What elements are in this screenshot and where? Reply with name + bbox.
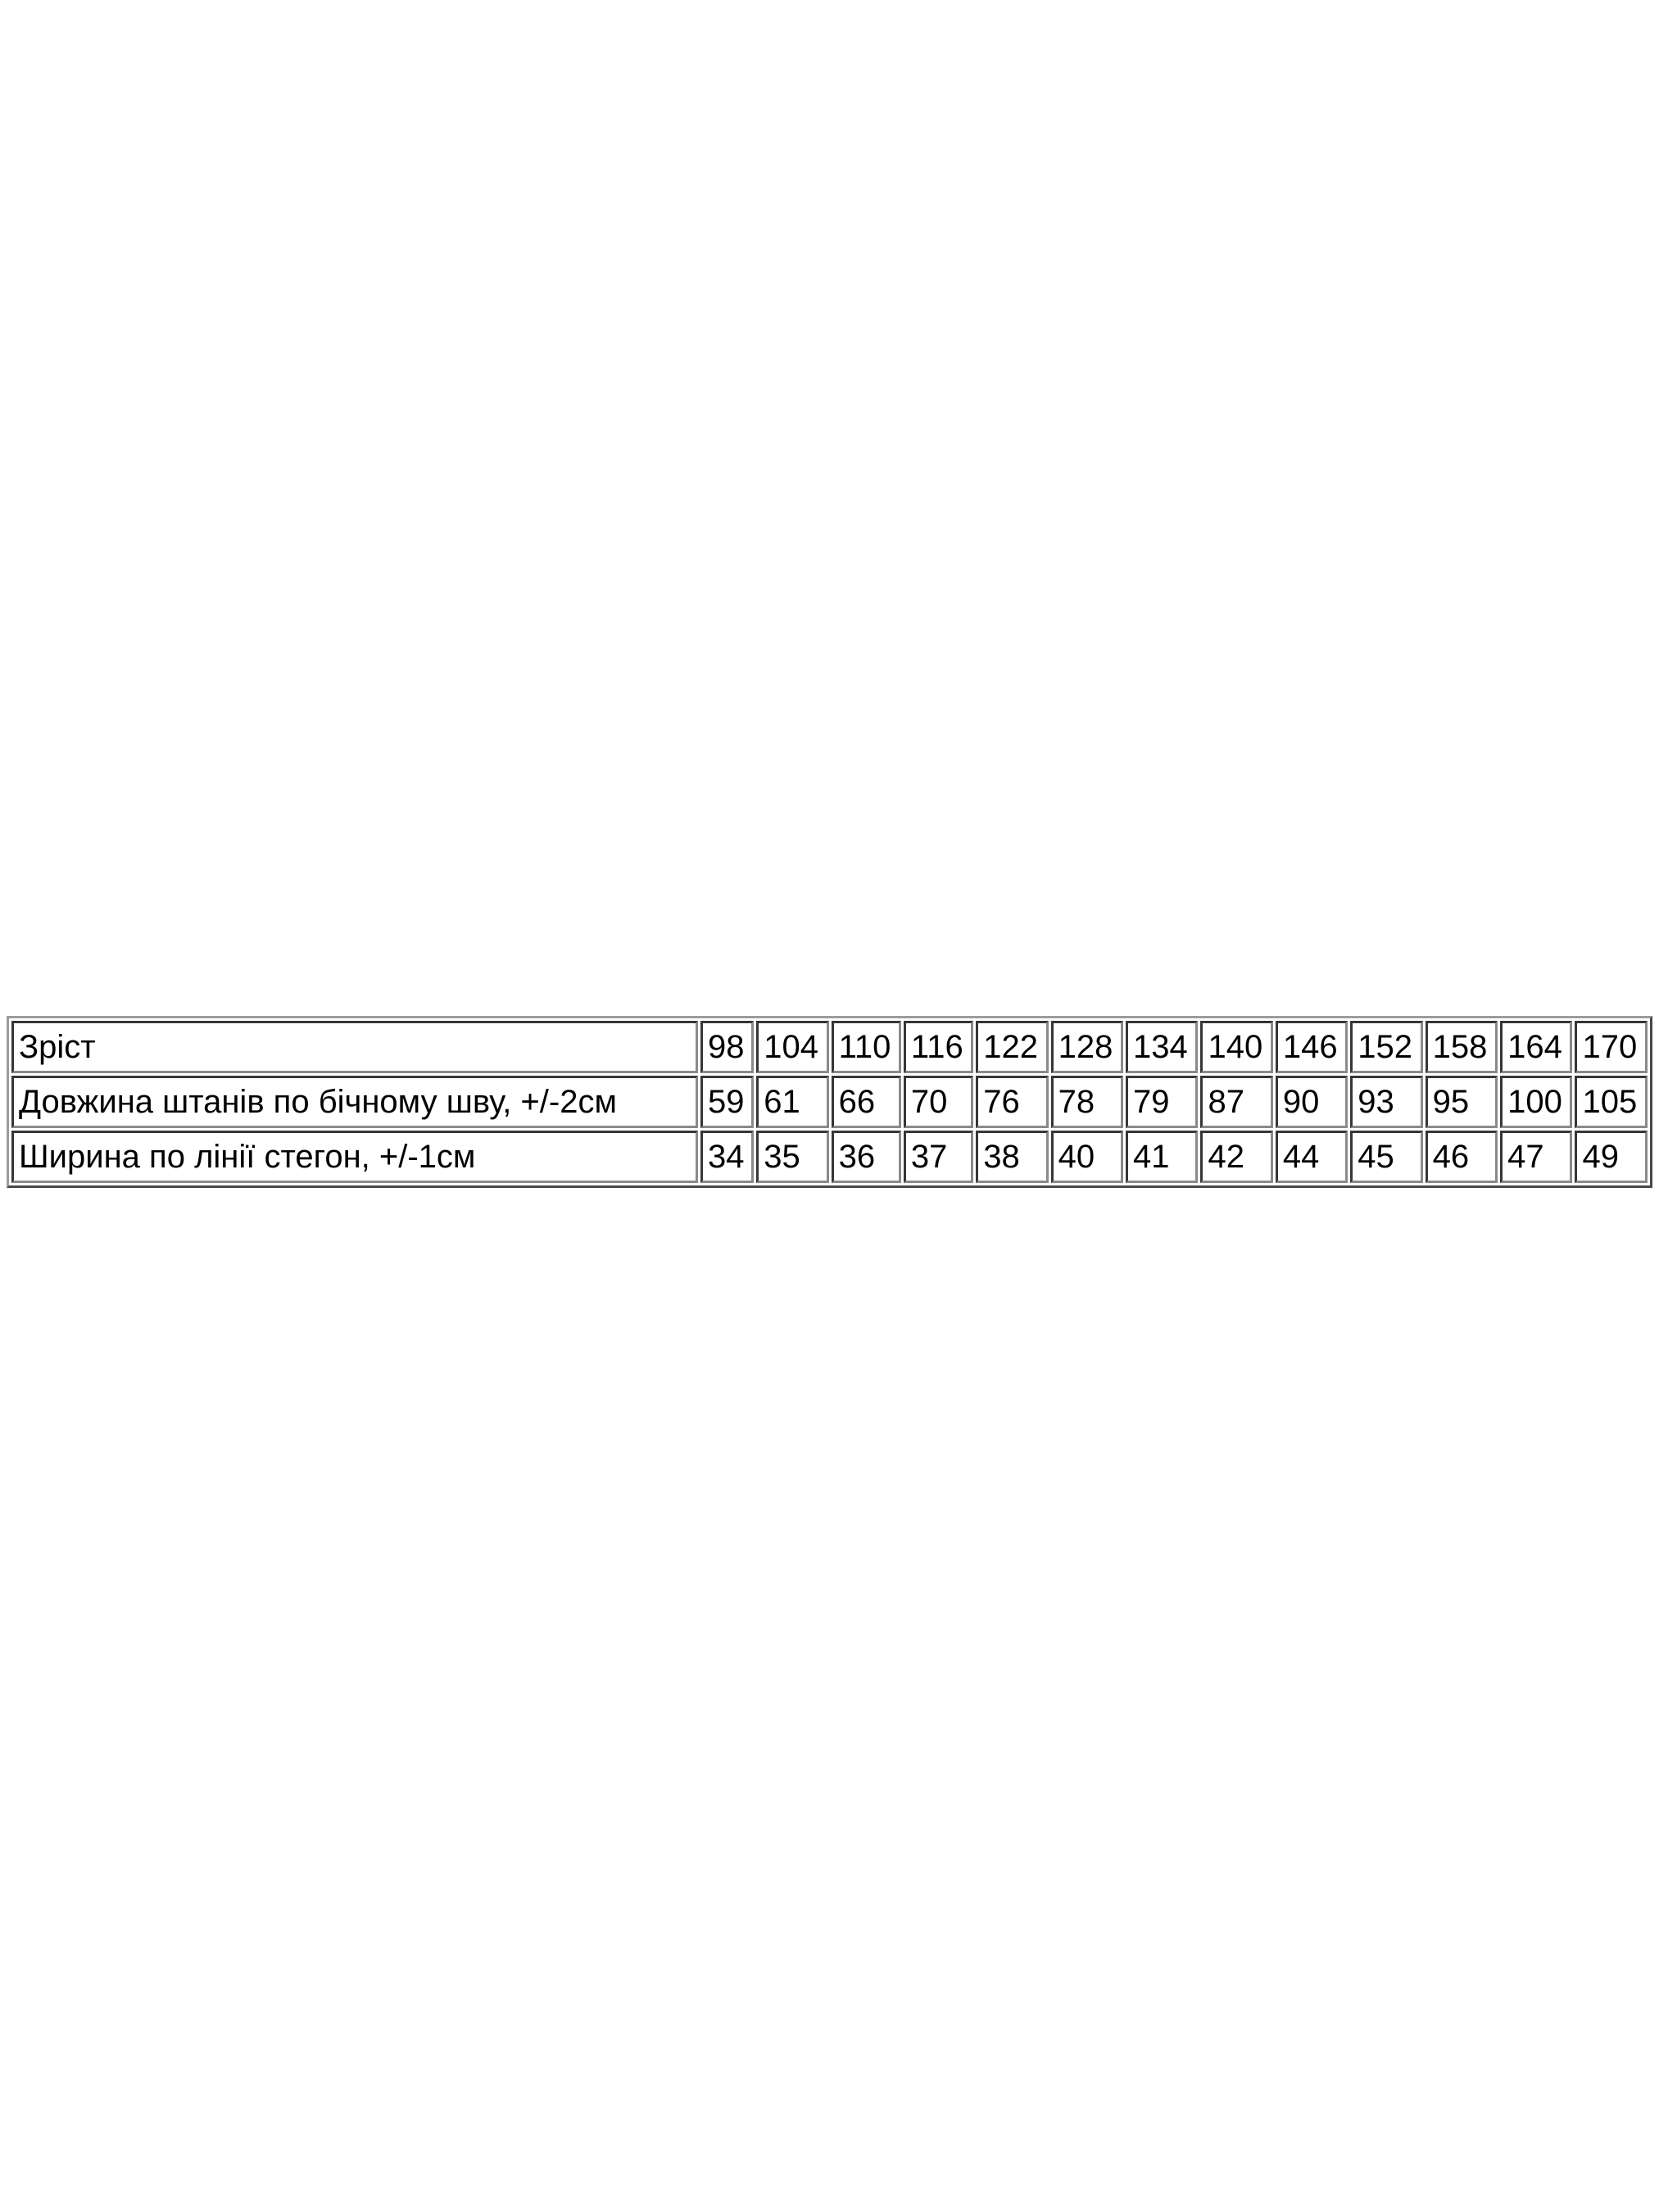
row-label-cell: Ширина по лінії стегон, +/-1см	[11, 1131, 698, 1183]
table-row	[11, 1131, 1648, 1183]
value-cell: 105	[1575, 1076, 1648, 1128]
value-cell: 116	[904, 1021, 973, 1073]
value-cell: 46	[1426, 1131, 1498, 1183]
value-cell: 128	[1051, 1021, 1123, 1073]
table-row	[11, 1076, 1648, 1128]
size-table	[7, 1016, 1652, 1188]
value-cell: 38	[976, 1131, 1048, 1183]
value-cell: 61	[756, 1076, 828, 1128]
value-cell: 93	[1350, 1076, 1422, 1128]
value-cell: 104	[756, 1021, 828, 1073]
value-cell: 36	[832, 1131, 901, 1183]
value-cell: 87	[1200, 1076, 1272, 1128]
value-cell: 45	[1350, 1131, 1422, 1183]
value-cell: 95	[1426, 1076, 1498, 1128]
value-cell: 34	[700, 1131, 754, 1183]
row-label-cell: Зріст	[11, 1021, 698, 1073]
value-cell: 152	[1350, 1021, 1422, 1073]
value-cell: 78	[1051, 1076, 1123, 1128]
value-cell: 41	[1126, 1131, 1198, 1183]
value-cell: 35	[756, 1131, 828, 1183]
value-cell: 90	[1276, 1076, 1348, 1128]
value-cell: 70	[904, 1076, 973, 1128]
value-cell: 37	[904, 1131, 973, 1183]
size-table-body	[11, 1021, 1648, 1183]
value-cell: 134	[1126, 1021, 1198, 1073]
value-cell: 146	[1276, 1021, 1348, 1073]
value-cell: 59	[700, 1076, 754, 1128]
value-cell: 47	[1500, 1131, 1572, 1183]
value-cell: 98	[700, 1021, 754, 1073]
value-cell: 44	[1276, 1131, 1348, 1183]
value-cell: 76	[976, 1076, 1048, 1128]
value-cell: 140	[1200, 1021, 1272, 1073]
value-cell: 40	[1051, 1131, 1123, 1183]
value-cell: 66	[832, 1076, 901, 1128]
row-label-cell: Довжина штанів по бічному шву, +/-2см	[11, 1076, 698, 1128]
value-cell: 122	[976, 1021, 1048, 1073]
value-cell: 79	[1126, 1076, 1198, 1128]
value-cell: 42	[1200, 1131, 1272, 1183]
value-cell: 100	[1500, 1076, 1572, 1128]
value-cell: 110	[832, 1021, 901, 1073]
value-cell: 158	[1426, 1021, 1498, 1073]
value-cell: 170	[1575, 1021, 1648, 1073]
table-row	[11, 1021, 1648, 1073]
value-cell: 49	[1575, 1131, 1648, 1183]
value-cell: 164	[1500, 1021, 1572, 1073]
